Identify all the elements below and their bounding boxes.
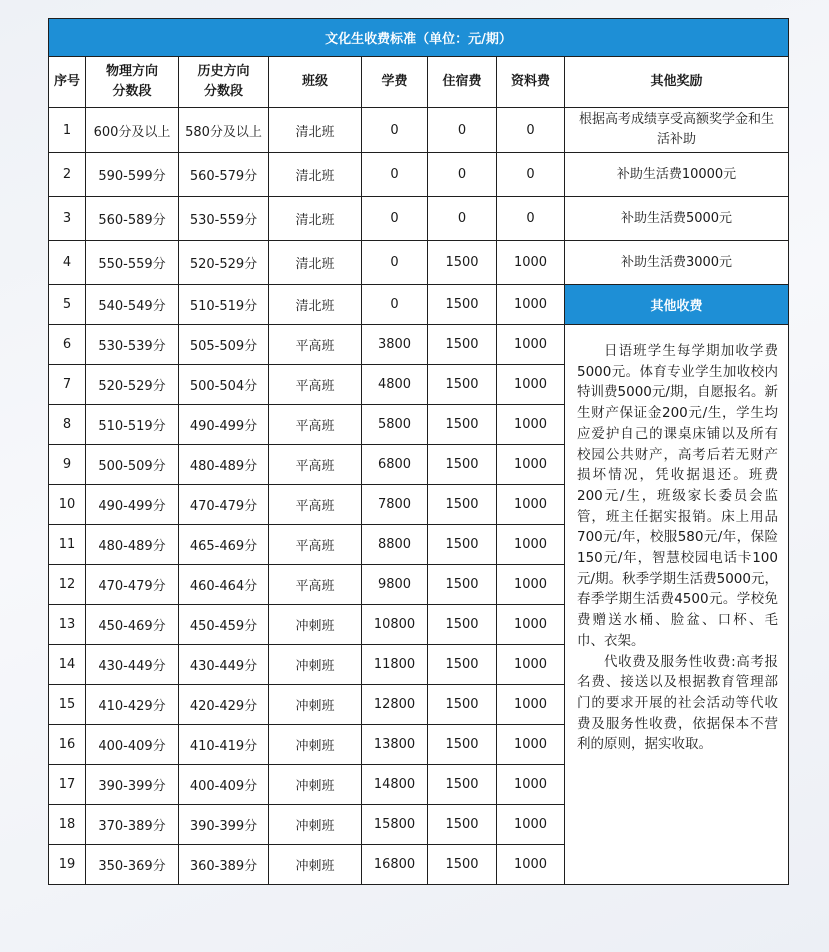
lodging-value: 1500 — [428, 805, 497, 845]
table-row — [49, 285, 789, 325]
class-name: 冲刺班 — [269, 805, 362, 845]
history-range: 510-519分 — [179, 285, 269, 325]
header-rewards: 其他奖励 — [565, 57, 789, 108]
lodging-value: 1500 — [428, 285, 497, 325]
history-range: 420-429分 — [179, 685, 269, 725]
physics-range: 470-479分 — [86, 565, 179, 605]
title-row — [49, 19, 789, 57]
physics-range: 410-429分 — [86, 685, 179, 725]
class-name: 清北班 — [269, 108, 362, 153]
lodging-value: 1500 — [428, 765, 497, 805]
lodging-value: 1500 — [428, 325, 497, 365]
physics-range: 480-489分 — [86, 525, 179, 565]
history-range: 360-389分 — [179, 845, 269, 885]
tuition-value: 0 — [362, 285, 428, 325]
row-index: 12 — [49, 565, 86, 605]
tuition-value: 4800 — [362, 365, 428, 405]
materials-value: 1000 — [497, 725, 565, 765]
physics-range: 350-369分 — [86, 845, 179, 885]
history-range: 465-469分 — [179, 525, 269, 565]
row-index: 8 — [49, 405, 86, 445]
class-name: 平高班 — [269, 525, 362, 565]
history-range: 560-579分 — [179, 153, 269, 197]
row-index: 4 — [49, 241, 86, 285]
materials-value: 1000 — [497, 525, 565, 565]
class-name: 平高班 — [269, 565, 362, 605]
header-physics-line1: 物理方向 — [105, 64, 158, 79]
physics-range: 390-399分 — [86, 765, 179, 805]
lodging-value: 1500 — [428, 365, 497, 405]
row-index: 2 — [49, 153, 86, 197]
materials-value: 1000 — [497, 365, 565, 405]
row-index: 13 — [49, 605, 86, 645]
notes-paragraph: 日语班学生每学期加收学费5000元。体育专业学生加收校内特训费5000元/期，自愿报名。新生财产保证金200元/生，学生均应爱护自己的课桌床铺以及所有校园公共财产，高考后若无财产损坏情况，凭收据退还。班费200元/生，班级家长委员会监管，班主任据实报销。床上用品700元/年，校服580元/年，保险150元/年，智慧校园电话卡100元/期。秋季学期生活费5000元，春季学期生活费4500元。学校免费赠送水桶、脸盆、口杯、毛巾、衣架。 — [577, 343, 778, 649]
history-range: 520-529分 — [179, 241, 269, 285]
tuition-value: 3800 — [362, 325, 428, 365]
notes-paragraph: 代收费及服务性收费:高考报名费、接送以及根据教育管理部门的要求开展的社会活动等代收费及服务性收费，依据保本不营利的原则，据实收取。 — [577, 653, 778, 753]
materials-value: 1000 — [497, 241, 565, 285]
materials-value: 1000 — [497, 685, 565, 725]
header-index: 序号 — [49, 57, 86, 108]
class-name: 平高班 — [269, 445, 362, 485]
history-range: 530-559分 — [179, 197, 269, 241]
materials-value: 1000 — [497, 845, 565, 885]
other-fees-notes — [565, 325, 789, 885]
physics-range: 590-599分 — [86, 153, 179, 197]
physics-range: 500-509分 — [86, 445, 179, 485]
materials-value: 1000 — [497, 285, 565, 325]
history-range: 470-479分 — [179, 485, 269, 525]
materials-value: 1000 — [497, 605, 565, 645]
row-index: 6 — [49, 325, 86, 365]
physics-range: 450-469分 — [86, 605, 179, 645]
table-row — [49, 325, 789, 365]
header-history — [179, 57, 269, 108]
header-row — [49, 57, 789, 108]
materials-value: 0 — [497, 153, 565, 197]
lodging-value: 1500 — [428, 605, 497, 645]
materials-value: 1000 — [497, 645, 565, 685]
row-index: 9 — [49, 445, 86, 485]
tuition-value: 0 — [362, 197, 428, 241]
tuition-value: 6800 — [362, 445, 428, 485]
materials-value: 0 — [497, 197, 565, 241]
tuition-value: 8800 — [362, 525, 428, 565]
tuition-value: 7800 — [362, 485, 428, 525]
class-name: 冲刺班 — [269, 765, 362, 805]
tuition-value: 14800 — [362, 765, 428, 805]
class-name: 清北班 — [269, 197, 362, 241]
history-range: 460-464分 — [179, 565, 269, 605]
history-range: 500-504分 — [179, 365, 269, 405]
reward-cell: 补助生活费5000元 — [565, 197, 789, 241]
materials-value: 1000 — [497, 805, 565, 845]
table-row — [49, 153, 789, 197]
row-index: 10 — [49, 485, 86, 525]
header-lodging: 住宿费 — [428, 57, 497, 108]
class-name: 清北班 — [269, 285, 362, 325]
row-index: 7 — [49, 365, 86, 405]
materials-value: 1000 — [497, 405, 565, 445]
tuition-value: 16800 — [362, 845, 428, 885]
tuition-value: 11800 — [362, 645, 428, 685]
history-range: 580分及以上 — [179, 108, 269, 153]
class-name: 清北班 — [269, 153, 362, 197]
history-range: 400-409分 — [179, 765, 269, 805]
physics-range: 540-549分 — [86, 285, 179, 325]
materials-value: 1000 — [497, 445, 565, 485]
physics-range: 520-529分 — [86, 365, 179, 405]
fee-standard-sheet — [48, 18, 788, 885]
materials-value: 1000 — [497, 485, 565, 525]
class-name: 冲刺班 — [269, 645, 362, 685]
physics-range: 370-389分 — [86, 805, 179, 845]
other-fees-title: 其他收费 — [565, 285, 789, 325]
header-materials: 资料费 — [497, 57, 565, 108]
lodging-value: 1500 — [428, 685, 497, 725]
physics-range: 510-519分 — [86, 405, 179, 445]
row-index: 15 — [49, 685, 86, 725]
materials-value: 1000 — [497, 765, 565, 805]
header-history-line1: 历史方向 — [197, 64, 250, 79]
physics-range: 430-449分 — [86, 645, 179, 685]
row-index: 11 — [49, 525, 86, 565]
lodging-value: 1500 — [428, 845, 497, 885]
table-row — [49, 197, 789, 241]
history-range: 390-399分 — [179, 805, 269, 845]
tuition-value: 0 — [362, 153, 428, 197]
header-physics — [86, 57, 179, 108]
physics-range: 550-559分 — [86, 241, 179, 285]
row-index: 1 — [49, 108, 86, 153]
physics-range: 560-589分 — [86, 197, 179, 241]
class-name: 冲刺班 — [269, 845, 362, 885]
history-range: 490-499分 — [179, 405, 269, 445]
lodging-value: 1500 — [428, 525, 497, 565]
row-index: 17 — [49, 765, 86, 805]
header-physics-line2: 分数段 — [112, 84, 152, 99]
tuition-value: 0 — [362, 241, 428, 285]
class-name: 冲刺班 — [269, 685, 362, 725]
tuition-value: 9800 — [362, 565, 428, 605]
header-tuition: 学费 — [362, 57, 428, 108]
tuition-value: 10800 — [362, 605, 428, 645]
class-name: 清北班 — [269, 241, 362, 285]
materials-value: 0 — [497, 108, 565, 153]
lodging-value: 0 — [428, 108, 497, 153]
lodging-value: 1500 — [428, 565, 497, 605]
row-index: 5 — [49, 285, 86, 325]
physics-range: 490-499分 — [86, 485, 179, 525]
physics-range: 530-539分 — [86, 325, 179, 365]
lodging-value: 1500 — [428, 241, 497, 285]
reward-cell: 补助生活费10000元 — [565, 153, 789, 197]
lodging-value: 1500 — [428, 725, 497, 765]
table-row — [49, 241, 789, 285]
header-class: 班级 — [269, 57, 362, 108]
row-index: 3 — [49, 197, 86, 241]
history-range: 450-459分 — [179, 605, 269, 645]
lodging-value: 0 — [428, 197, 497, 241]
row-index: 18 — [49, 805, 86, 845]
class-name: 平高班 — [269, 485, 362, 525]
class-name: 冲刺班 — [269, 725, 362, 765]
tuition-value: 15800 — [362, 805, 428, 845]
lodging-value: 1500 — [428, 405, 497, 445]
class-name: 平高班 — [269, 405, 362, 445]
tuition-value: 13800 — [362, 725, 428, 765]
table-title: 文化生收费标准（单位：元/期） — [49, 19, 789, 57]
lodging-value: 1500 — [428, 445, 497, 485]
lodging-value: 0 — [428, 153, 497, 197]
tuition-value: 12800 — [362, 685, 428, 725]
reward-cell: 补助生活费3000元 — [565, 241, 789, 285]
fee-table — [48, 18, 789, 885]
history-range: 430-449分 — [179, 645, 269, 685]
tuition-value: 5800 — [362, 405, 428, 445]
history-range: 410-419分 — [179, 725, 269, 765]
materials-value: 1000 — [497, 565, 565, 605]
materials-value: 1000 — [497, 325, 565, 365]
history-range: 505-509分 — [179, 325, 269, 365]
class-name: 冲刺班 — [269, 605, 362, 645]
history-range: 480-489分 — [179, 445, 269, 485]
class-name: 平高班 — [269, 365, 362, 405]
row-index: 14 — [49, 645, 86, 685]
table-row — [49, 108, 789, 153]
row-index: 16 — [49, 725, 86, 765]
physics-range: 600分及以上 — [86, 108, 179, 153]
lodging-value: 1500 — [428, 645, 497, 685]
class-name: 平高班 — [269, 325, 362, 365]
lodging-value: 1500 — [428, 485, 497, 525]
tuition-value: 0 — [362, 108, 428, 153]
header-history-line2: 分数段 — [203, 84, 243, 99]
row-index: 19 — [49, 845, 86, 885]
reward-cell: 根据高考成绩享受高额奖学金和生活补助 — [565, 108, 789, 153]
physics-range: 400-409分 — [86, 725, 179, 765]
